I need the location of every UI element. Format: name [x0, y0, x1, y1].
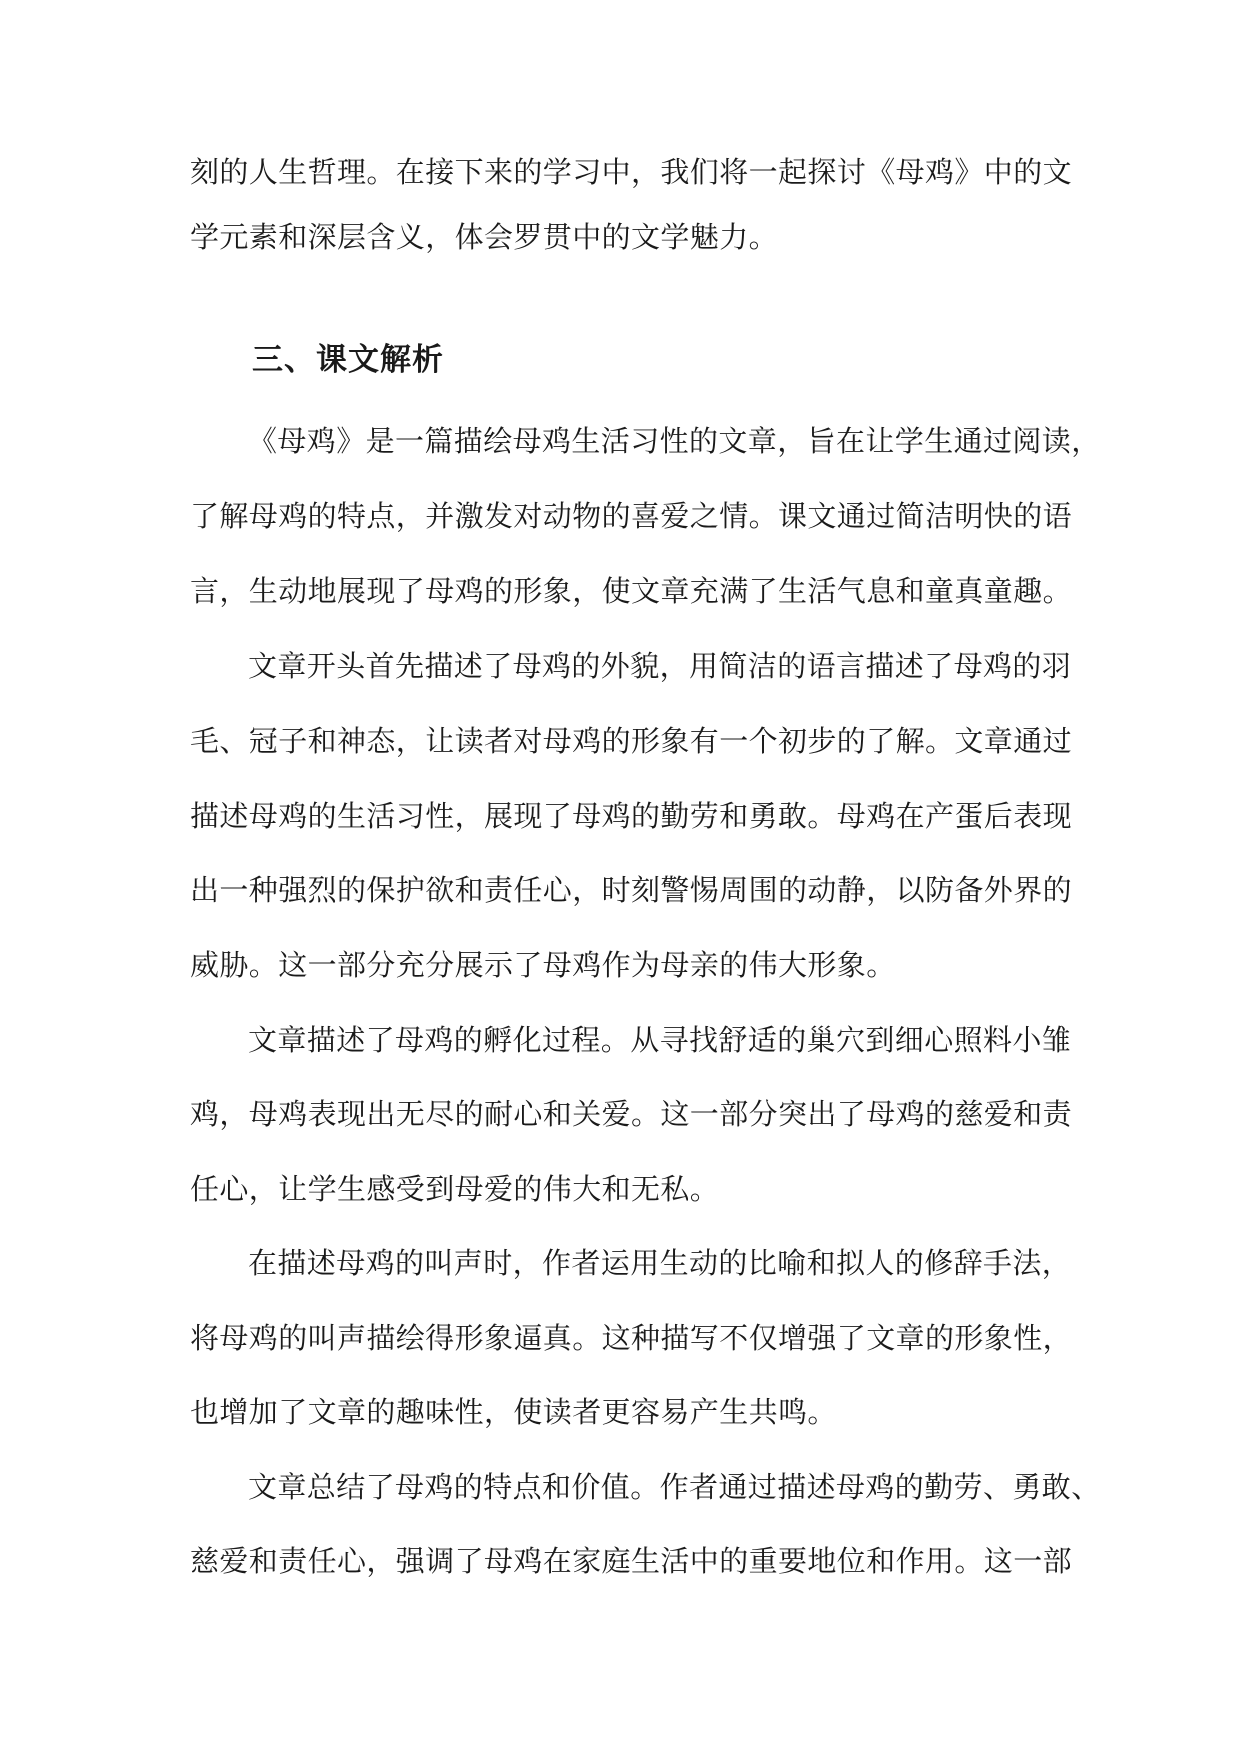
- paragraph-4-line-3: 也增加了文章的趣味性，使读者更容易产生共鸣。: [190, 1395, 837, 1429]
- paragraph-2-line-2: 毛、冠子和神态，让读者对母鸡的形象有一个初步的了解。文章通过: [190, 724, 1073, 758]
- section-heading: 三、课文解析: [252, 342, 444, 378]
- paragraph-3-line-3: 任心，让学生感受到母爱的伟大和无私。: [190, 1172, 720, 1206]
- paragraph-4-line-2: 将母鸡的叫声描绘得形象逼真。这种描写不仅增强了文章的形象性，: [190, 1321, 1073, 1355]
- intro-line-2: 学元素和深层含义，体会罗贯中的文学魅力。: [190, 220, 779, 254]
- paragraph-2-line-3: 描述母鸡的生活习性，展现了母鸡的勤劳和勇敢。母鸡在产蛋后表现: [190, 799, 1073, 833]
- paragraph-5-line-1: 文章总结了母鸡的特点和价值。作者通过描述母鸡的勤劳、勇敢、: [248, 1470, 1101, 1504]
- paragraph-1-line-2: 了解母鸡的特点，并激发对动物的喜爱之情。课文通过简洁明快的语: [190, 499, 1073, 533]
- paragraph-3-line-1: 文章描述了母鸡的孵化过程。从寻找舒适的巢穴到细心照料小雏: [248, 1023, 1072, 1057]
- intro-line-1: 刻的人生哲理。在接下来的学习中，我们将一起探讨《母鸡》中的文: [190, 155, 1073, 189]
- paragraph-3-line-2: 鸡，母鸡表现出无尽的耐心和关爱。这一部分突出了母鸡的慈爱和责: [190, 1097, 1073, 1131]
- paragraph-2-line-5: 威胁。这一部分充分展示了母鸡作为母亲的伟大形象。: [190, 948, 896, 982]
- paragraph-2-line-4: 出一种强烈的保护欲和责任心，时刻警惕周围的动静，以防备外界的: [190, 873, 1073, 907]
- paragraph-4-line-1: 在描述母鸡的叫声时，作者运用生动的比喻和拟人的修辞手法，: [248, 1246, 1072, 1280]
- paragraph-5-line-2: 慈爱和责任心，强调了母鸡在家庭生活中的重要地位和作用。这一部: [190, 1544, 1073, 1578]
- paragraph-1-line-3: 言，生动地展现了母鸡的形象，使文章充满了生活气息和童真童趣。: [190, 574, 1073, 608]
- paragraph-1-line-1: 《母鸡》是一篇描绘母鸡生活习性的文章，旨在让学生通过阅读，: [248, 424, 1101, 458]
- paragraph-2-line-1: 文章开头首先描述了母鸡的外貌，用简洁的语言描述了母鸡的羽: [248, 649, 1072, 683]
